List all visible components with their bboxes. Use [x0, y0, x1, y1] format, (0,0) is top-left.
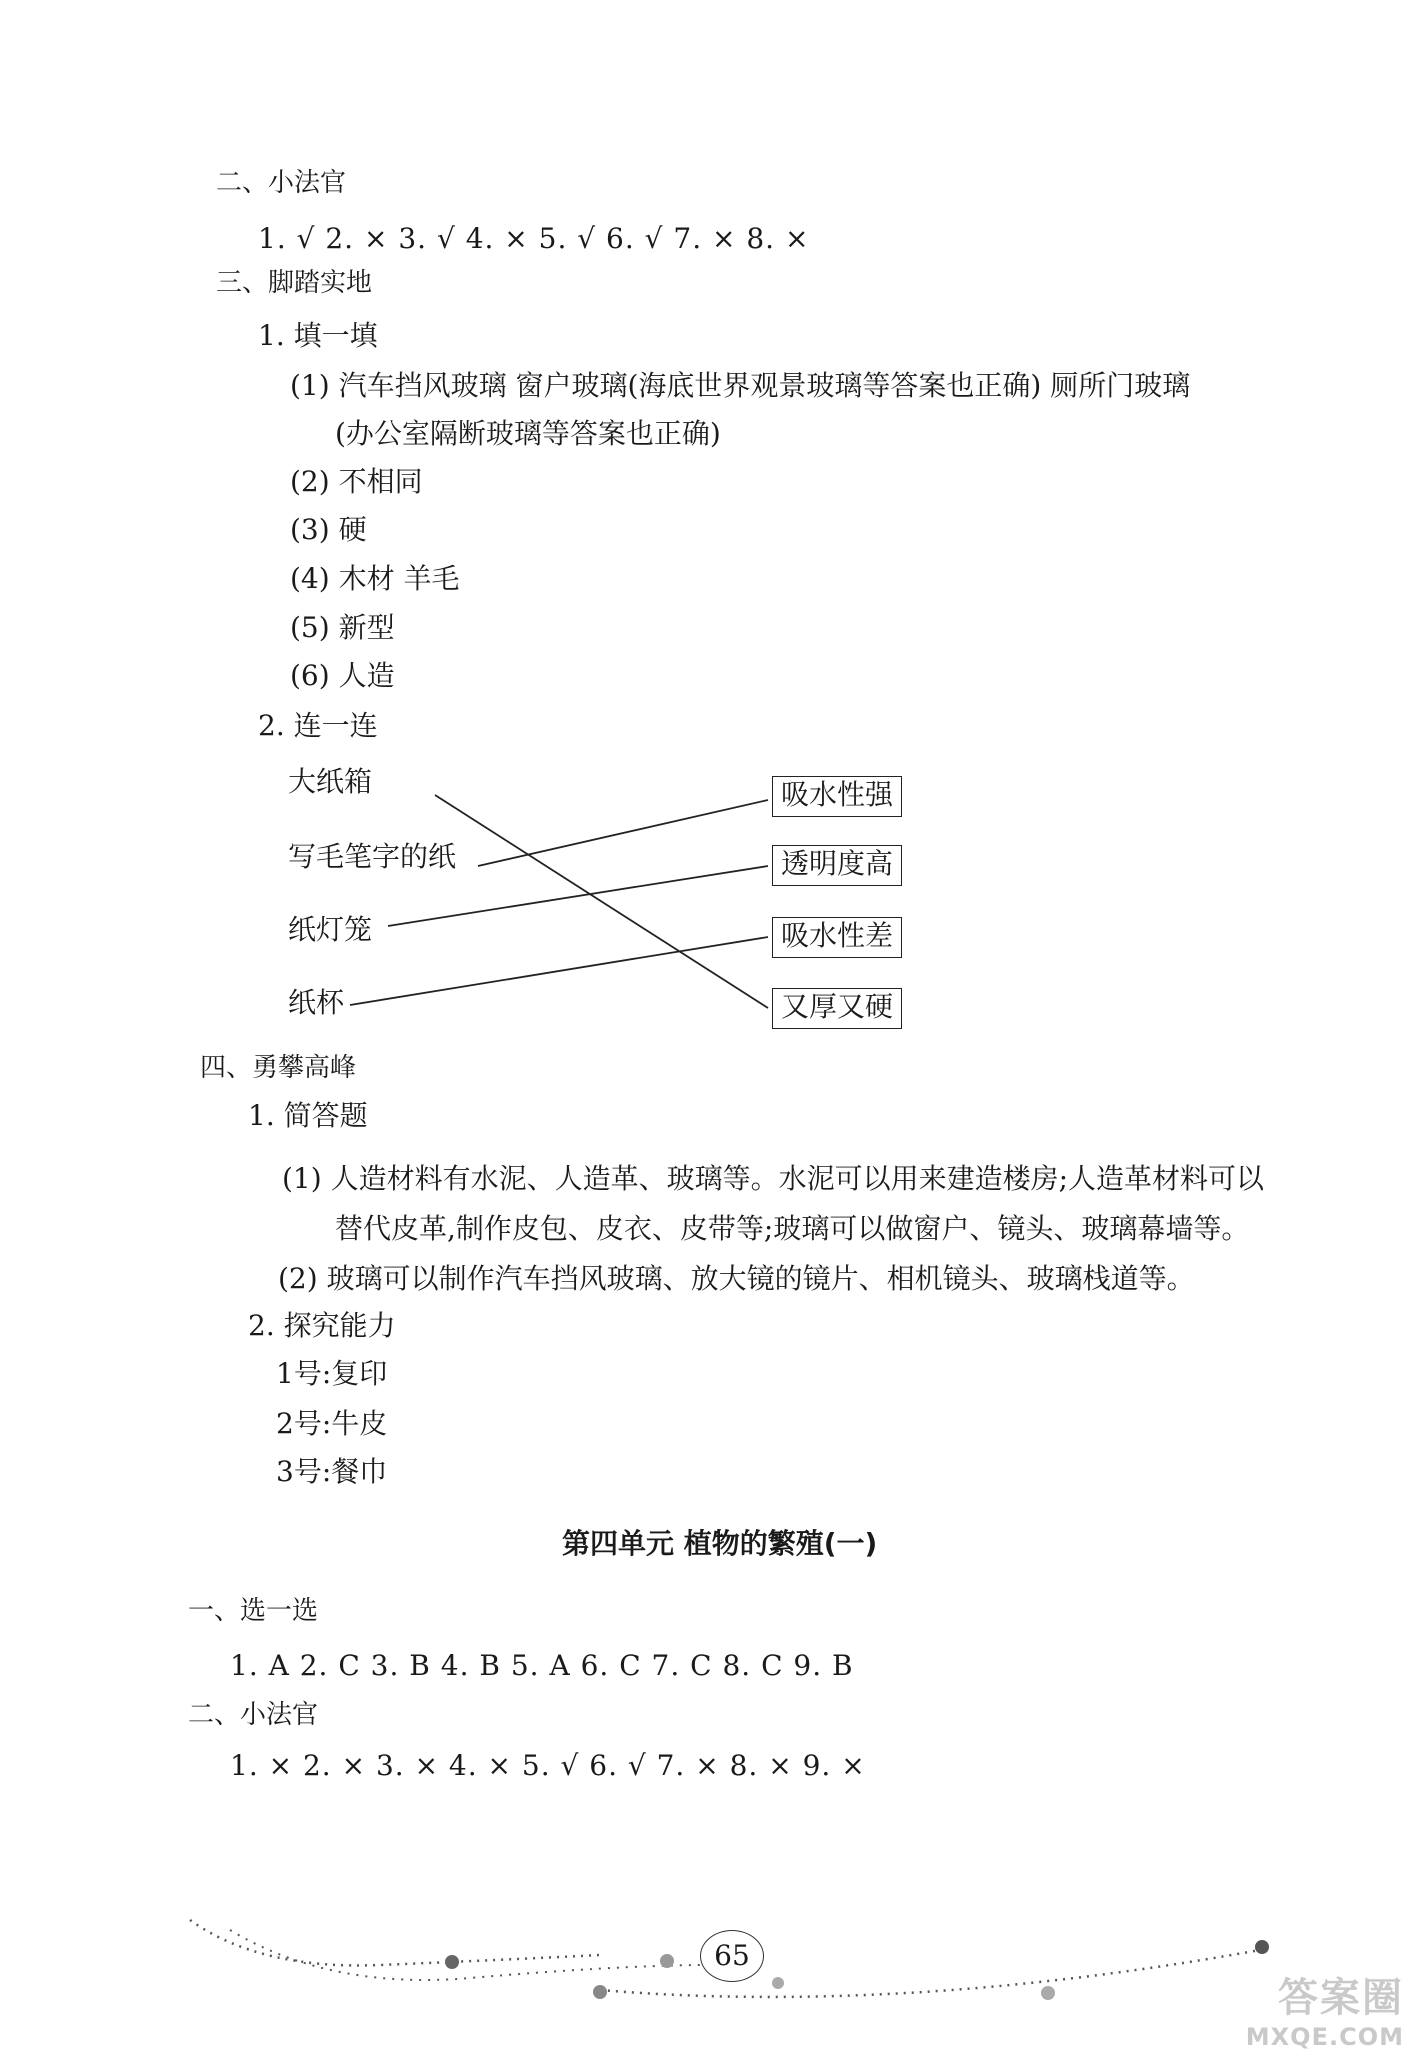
explore-item: 1号:复印: [276, 1357, 388, 1390]
unit-title: 第四单元 植物的繁殖(一): [562, 1527, 878, 1560]
judge-answers-2: 1. × 2. × 3. × 4. × 5. √ 6. √ 7. × 8. × 9. ×: [230, 1749, 866, 1782]
explore-title: 2. 探究能力: [248, 1309, 396, 1342]
fill-item: (3) 硬: [290, 513, 367, 546]
connect-right-box: 吸水性差: [772, 917, 902, 958]
section-heading-judge: 二、小法官: [216, 168, 347, 198]
connect-line: [350, 937, 768, 1005]
qa-line: (1) 人造材料有水泥、人造革、玻璃等。水泥可以用来建造楼房;人造革材料可以: [282, 1162, 1265, 1195]
fill-in-title: 1. 填一填: [258, 319, 378, 352]
connect-left-item: 大纸箱: [288, 765, 373, 798]
watermark-logo: [1246, 1966, 1404, 2051]
fill-item: (1) 汽车挡风玻璃 窗户玻璃(海底世界观景玻璃等答案也正确) 厕所门玻璃: [290, 369, 1191, 402]
connect-line: [388, 866, 768, 926]
choose-answers: 1. A 2. C 3. B 4. B 5. A 6. C 7. C 8. C 9. B: [230, 1649, 854, 1682]
watermark-text: 答案圈: [1278, 1975, 1404, 2021]
connect-right-box: 吸水性强: [772, 776, 902, 817]
fill-item: (2) 不相同: [290, 465, 423, 498]
connect-right-box: 又厚又硬: [772, 988, 902, 1029]
fill-item: (5) 新型: [290, 611, 395, 644]
explore-item: 3号:餐巾: [276, 1455, 388, 1488]
section-heading-judge-2: 二、小法官: [188, 1700, 319, 1730]
page-number: 65: [700, 1930, 764, 1982]
section-heading-choose: 一、选一选: [188, 1596, 319, 1626]
judge-answers: 1. √ 2. × 3. √ 4. × 5. √ 6. √ 7. × 8. ×: [258, 222, 810, 255]
qa-line: (2) 玻璃可以制作汽车挡风玻璃、放大镜的镜片、相机镜头、玻璃栈道等。: [278, 1262, 1195, 1295]
connect-title: 2. 连一连: [258, 709, 378, 742]
connect-left-item: 写毛笔字的纸: [288, 840, 457, 873]
connect-line: [478, 800, 768, 866]
section-heading-practice: 三、脚踏实地: [216, 268, 373, 298]
connect-line: [435, 795, 768, 1008]
qa-line: 替代皮革,制作皮包、皮衣、皮带等;玻璃可以做窗户、镜头、玻璃幕墙等。: [335, 1212, 1250, 1245]
watermark-url: MXQE.COM: [1245, 2023, 1404, 2051]
fill-item: (办公室隔断玻璃等答案也正确): [335, 417, 721, 450]
explore-item: 2号:牛皮: [276, 1407, 388, 1440]
connect-left-item: 纸灯笼: [288, 913, 373, 946]
section-heading-challenge: 四、勇攀高峰: [200, 1053, 357, 1083]
qa-title: 1. 简答题: [248, 1099, 368, 1132]
fill-item: (4) 木材 羊毛: [290, 562, 460, 595]
connect-right-box: 透明度高: [772, 845, 902, 886]
connect-left-item: 纸杯: [288, 986, 345, 1019]
fill-item: (6) 人造: [290, 659, 395, 692]
